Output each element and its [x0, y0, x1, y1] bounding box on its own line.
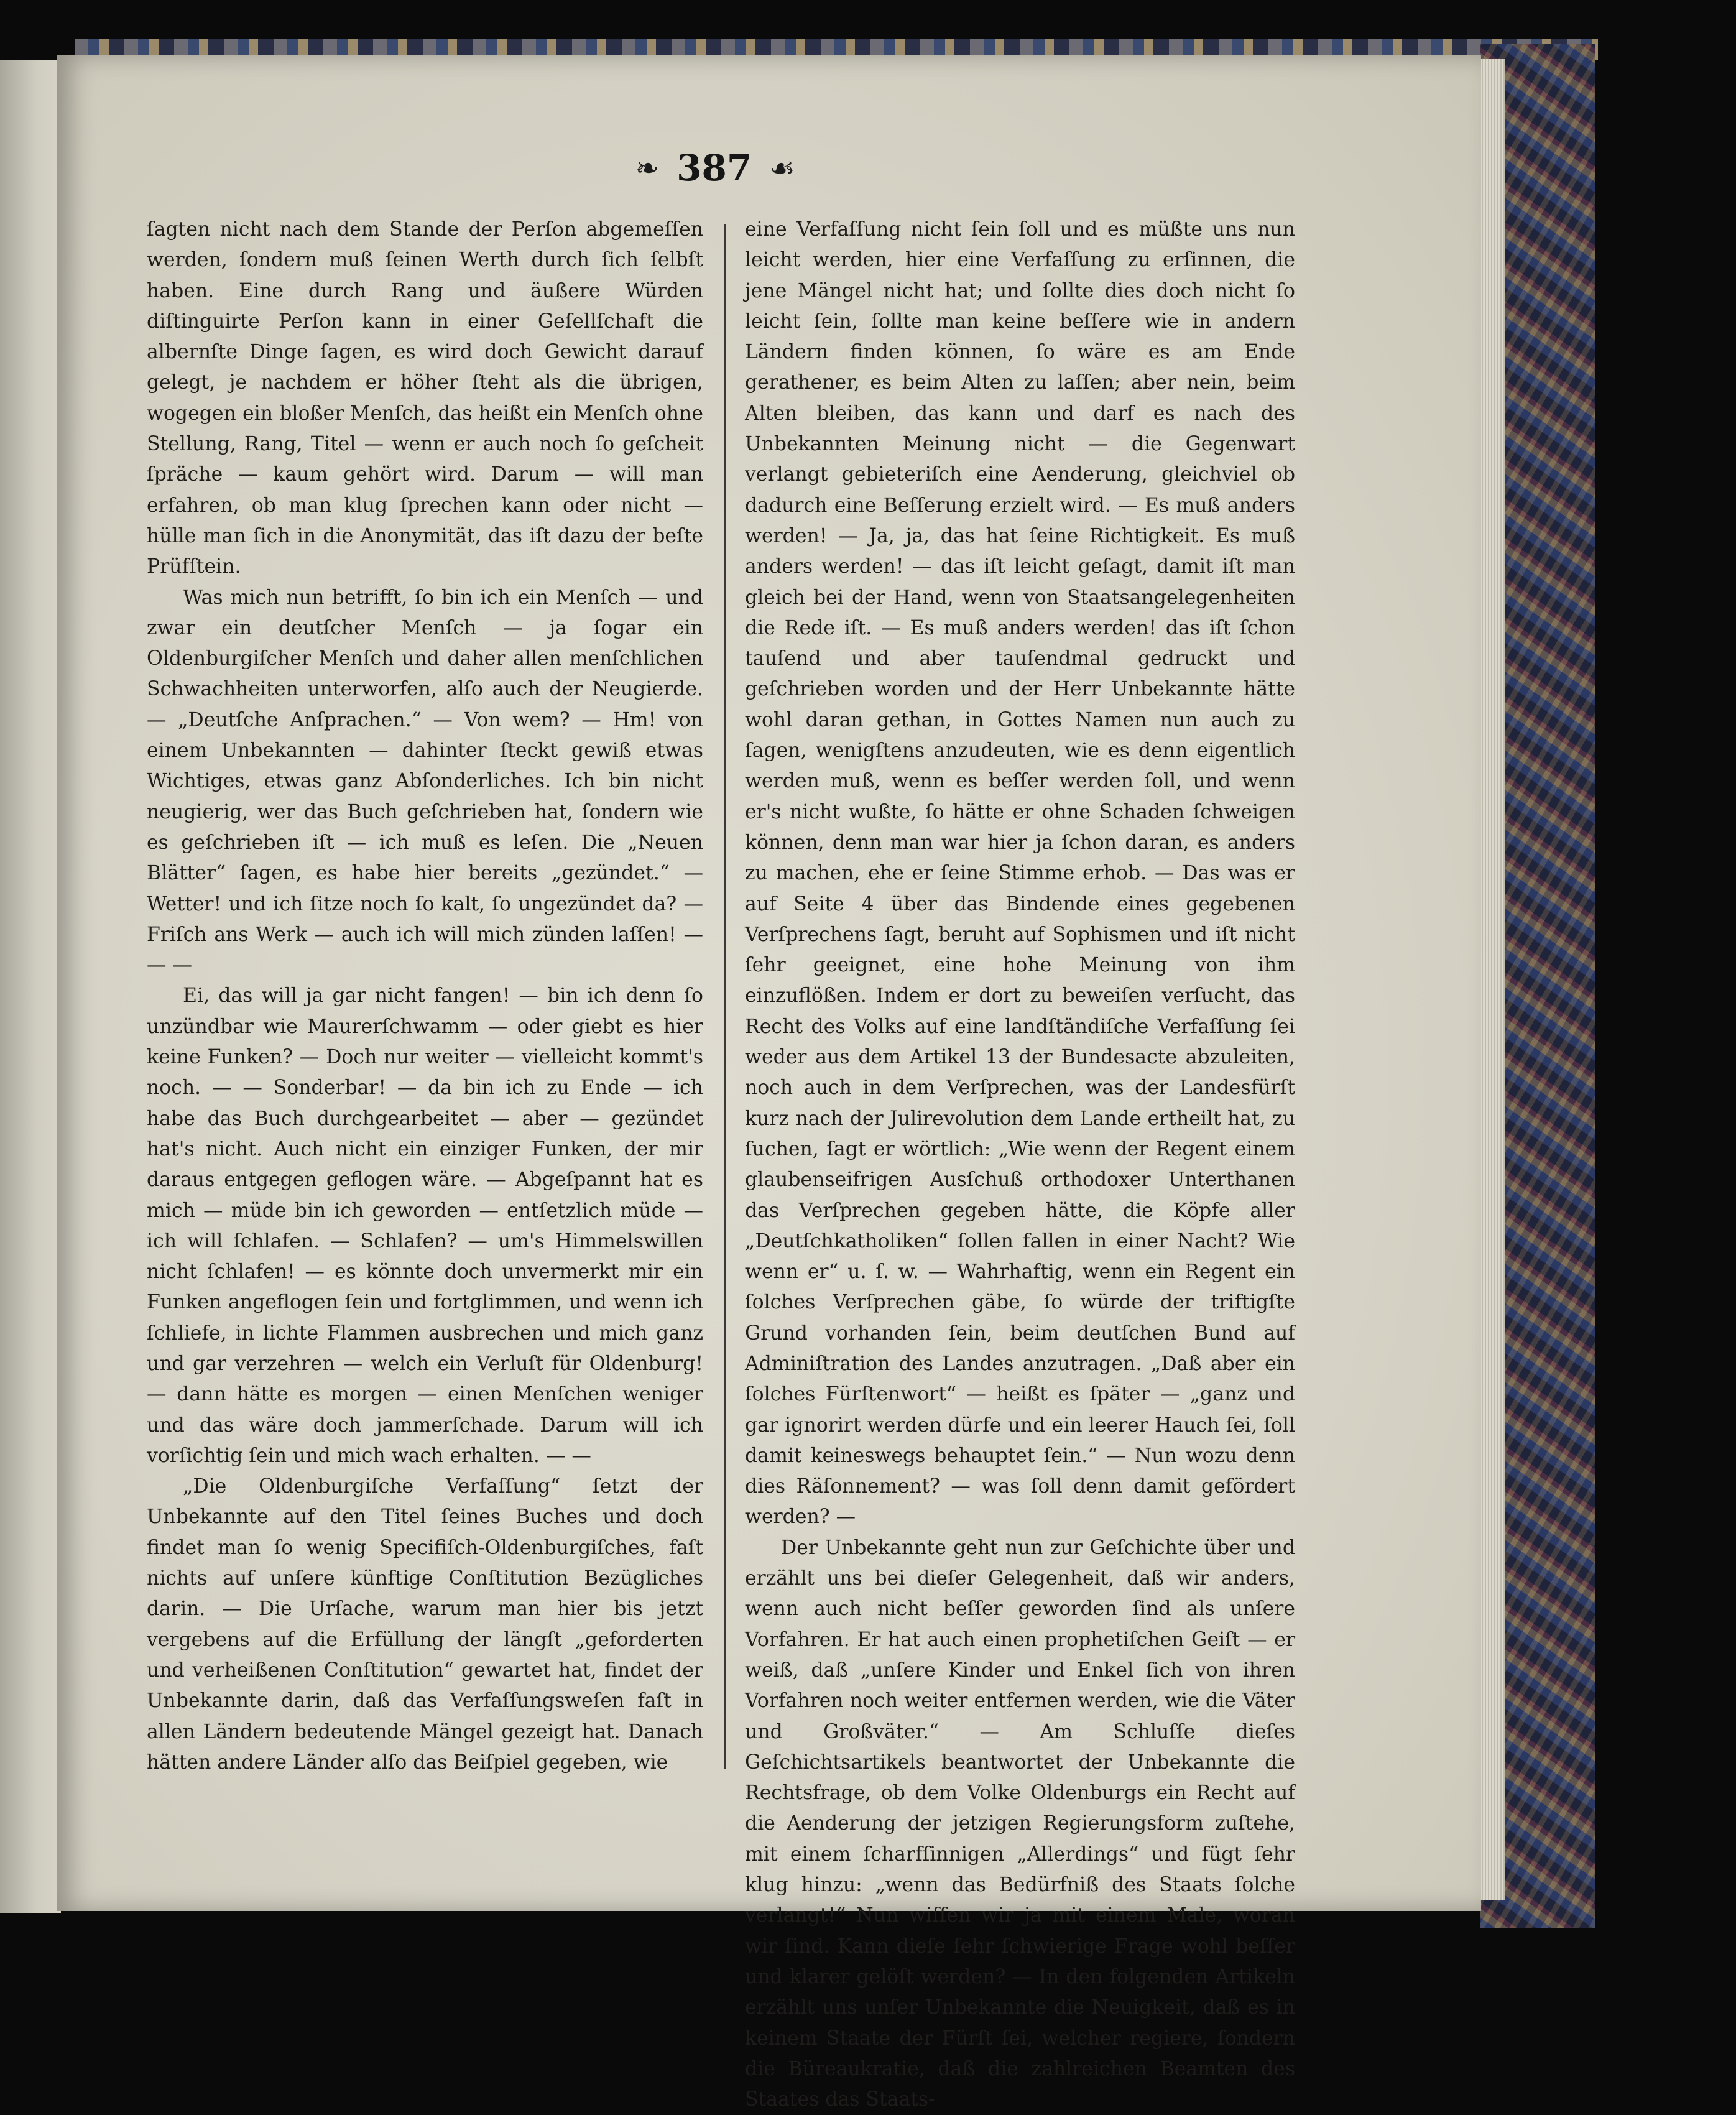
paragraph: eine Verfaſſung nicht ſein ſoll und es müßte uns nun leicht werden, hier eine Verfaſſung zu erſinnen, die jene Mängel nicht hat; und ſollte dies doch nicht ſo leicht ſein, ſollte man keine beſſere wie in andern Ländern finden können, ſo wäre es am Ende gerathener, es beim Alten zu laſſen; aber nein, beim Alten bleiben, das kann und darf es nach des Unbekannten Meinung nicht — die Gegenwart verlangt gebieteriſch eine Aenderung, gleichviel ob dadurch eine Beſſerung erzielt wird. — Es muß anders werden! — Ja, ja, das hat ſeine Richtigkeit. Es muß anders werden! — das iſt leicht geſagt, damit iſt man gleich bei der Hand, wenn von Staatsangelegenheiten die Rede iſt. — Es muß anders werden! das iſt ſchon tauſend und aber tauſendmal gedruckt und geſchrieben worden und der Herr Unbekannte hätte wohl daran gethan, in Gottes Namen nun auch zu ſagen, wenigſtens anzudeuten, wie es denn eigentlich werden muß, wenn es beſſer werden ſoll, und wenn er's nicht wußte, ſo hätte er ohne Schaden ſchweigen können, denn man war hier ja ſchon daran, es anders zu machen, ehe er ſeine Stimme erhob. — Das was er auf Seite 4 über das Bindende eines gegebenen Verſprechens ſagt, beruht auf Sophismen und iſt nicht ſehr geeignet, eine hohe Meinung von ihm einzuflößen. Indem er dort zu beweiſen verſucht, das Recht des Volks auf eine landſtändiſche Verfaſſung ſei weder aus dem Artikel 13 der Bundesacte abzuleiten, noch auch in dem Verſprechen, was der Landesfürſt kurz nach der Julirevolution dem Lande ertheilt hat, zu ſuchen, ſagt er wörtlich: „Wie wenn der Regent einem glaubenseifrigen Ausſchuß orthodoxer Unterthanen das Verſprechen gegeben hätte, die Köpfe aller „Deutſchkatholiken“ ſollen fallen in einer Nacht? Wie wenn er“ u. ſ. w. — Wahrhaftig, wenn ein Regent ein ſolches Verſprechen gäbe, ſo würde der triftigſte Grund vorhanden ſein, beim deutſchen Bund auf Adminiſtration des Landes anzutragen. „Daß aber ein ſolches Fürſtenwort“ — heißt es ſpäter — „ganz und gar ignorirt werden dürfe und ein leerer Hauch ſei, ſoll damit keineswegs behauptet ſein.“ — Nun wozu denn dies Räſonnement? — was ſoll denn damit gefördert werden? — — [745, 218, 1295, 1529]
facing-page-edge — [0, 60, 61, 1913]
paragraph: Was mich nun betrifft, ſo bin ich ein Menſch — und zwar ein deutſcher Menſch — ja ſogar ein Oldenburgiſcher Menſch und daher allen menſchlichen Schwachheiten unterworfen, alſo auch der Neugierde. — „Deutſche Anſprachen.“ — Von wem? — Hm! von einem Unbekannten — dahinter ſteckt gewiß etwas Wichtiges, etwas ganz Abſonderliches. Ich bin nicht neugierig, wer das Buch geſchrieben hat, ſondern wie es geſchrieben iſt — ich muß es leſen. Die „Neuen Blätter“ ſagen, es habe hier bereits „gezündet.“ — Wetter! und ich ſitze noch ſo kalt, ſo ungezündet da? — Friſch ans Werk — auch ich will mich zünden laſſen! — — — — [147, 586, 703, 977]
paragraph: „Die Oldenburgiſche Verfaſſung“ ſetzt der Unbekannte auf den Titel ſeines Buches und doch findet man ſo wenig Specifiſch-Oldenburgiſches, faſt nichts auf unſere künftige Conſtitution Bezügliches darin. — Die Urſache, warum man hier bis jetzt vergebens auf die Erfüllung der längſt „geforderten und verheißenen Conſtitution“ gewartet hat, findet der Unbekannte darin, daß das Verfaſſungsweſen faſt in allen Ländern bedeutende Mängel gezeigt hat. Danach hätten andere Länder alſo das Beiſpiel gegeben, wie — [147, 1475, 703, 1774]
paragraph: Der Unbekannte geht nun zur Geſchichte über und erzählt uns bei dieſer Gelegenheit, daß wir anders, wenn auch nicht beſſer geworden ſind als unſere Vorfahren. Er hat auch einen prophetiſchen Geiſt — er weiß, daß „unſere Kinder und Enkel ſich von ihren Vorfahren noch weiter entfernen werden, wie die Väter und Großväter.“ — Am Schluſſe dieſes Geſchichtsartikels beantwortet der Unbekannte die Rechtsfrage, ob dem Volke Oldenburgs ein Recht auf die Aenderung der jetzigen Regierungsform zuſtehe, mit einem ſcharfſinnigen „Allerdings“ und fügt ſehr klug hinzu: „wenn das Bedürfniß des Staats ſolche verlangt!“ Nun wiſſen wir ja mit einem Male, woran wir ſind. Kann dieſe ſehr ſchwierige Frage wohl beſſer und klarer gelöſt werden? — In den folgenden Artikeln erzählt uns unſer Unbekannte die Neuigkeit, daß es in keinem Staate der Fürſt ſei, welcher regiere, ſondern die Büreaukratie, daß die zahlreichen Beamten des Staates das Staats- — [745, 1536, 1295, 2111]
column-divider — [724, 224, 726, 1769]
right-ornament-icon: ☙ — [769, 151, 795, 185]
paragraph: ſagten nicht nach dem Stande der Perſon abgemeſſen werden, ſondern muß ſeinen Werth durch ſich ſelbſt haben. Eine durch Rang und äußere Würden diſtinguirte Perſon kann in einer Geſellſchaft die albernſte Dinge ſagen, es wird doch Gewicht darauf gelegt, je nachdem er höher ſteht als die übrigen, wogegen ein bloßer Menſch, das heißt ein Menſch ohne Stellung, Rang, Titel — wenn er auch noch ſo geſcheit ſpräche — kaum gehört wird. Darum — will man erfahren, ob man klug ſprechen kann oder nicht — hülle man ſich in die Anonymität, das iſt dazu der beſte Prüfſtein. — [147, 218, 703, 578]
left-ornament-icon: ❧ — [635, 151, 660, 185]
paragraph: Ei, das will ja gar nicht fangen! — bin ich denn ſo unzündbar wie Maurerſchwamm — oder giebt es hier keine Funken? — Doch nur weiter — vielleicht kommt's noch. — — Sonderbar! — da bin ich zu Ende — ich habe das Buch durchgearbeitet — aber — gezündet hat's nicht. Auch nicht ein einziger Funken, der mir daraus entgegen geflogen wäre. — Abgeſpannt hat es mich — müde bin ich geworden — entſetzlich müde — ich will ſchlafen. — Schlafen? — um's Himmelswillen nicht ſchlafen! — es könnte doch unvermerkt mir ein Funken angeflogen ſein und fortglimmen, und wenn ich ſchliefe, in lichte Flammen ausbrechen und mich ganz und gar verzehren — welch ein Verluſt für Oldenburg! — dann hätte es morgen — einen Menſchen weniger und das wäre doch jammerſchade. Darum will ich vorſichtig ſein und mich wach erhalten. — — — [147, 984, 703, 1467]
page-number: 387 — [676, 147, 752, 189]
right-column — [745, 215, 1295, 2115]
page-header — [560, 140, 870, 196]
left-column — [147, 215, 703, 1778]
